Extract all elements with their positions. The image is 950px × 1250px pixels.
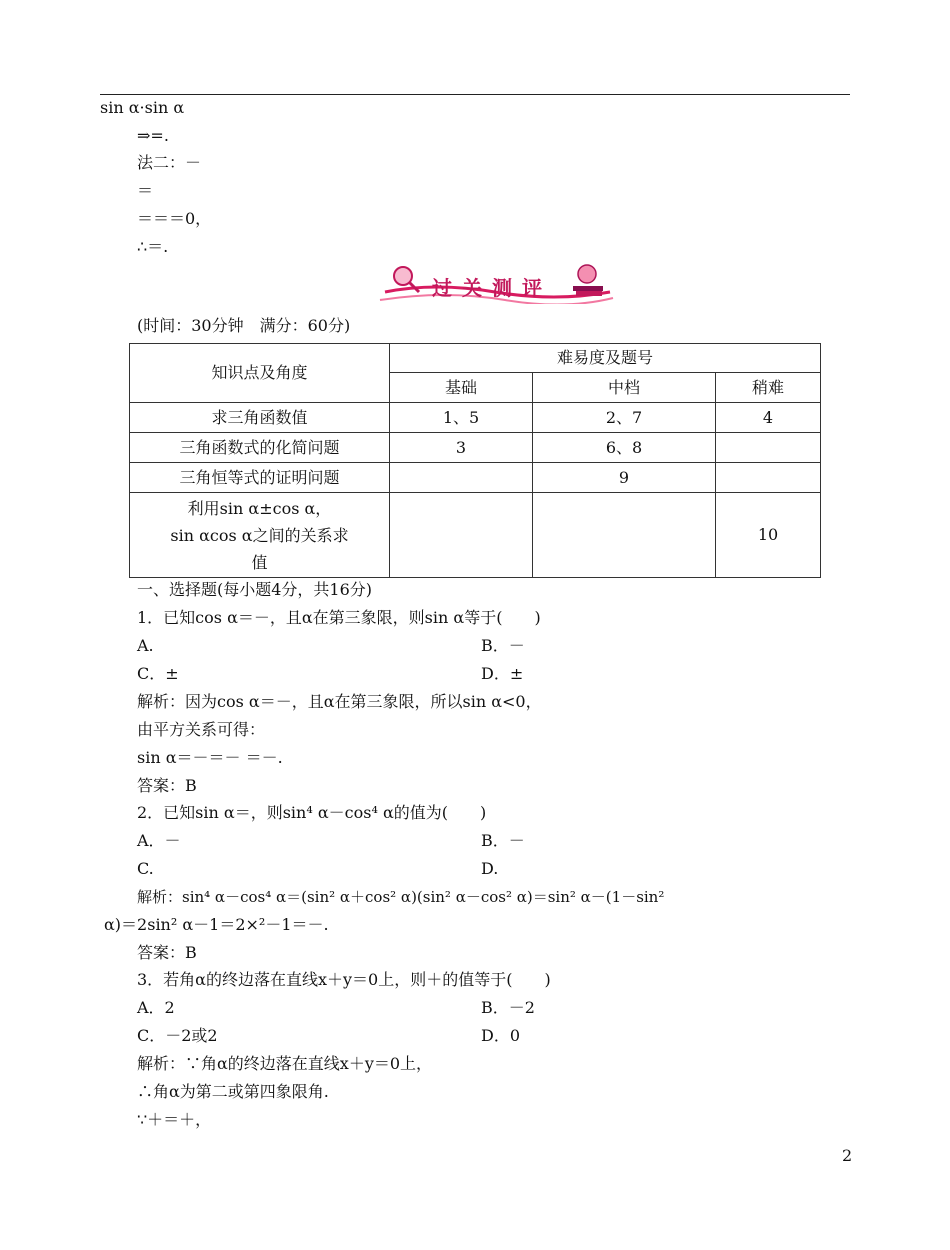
answer: 答案：B (137, 776, 197, 795)
row-topic-line: sin αcos α之间的关系求 (170, 525, 349, 545)
cell: 3 (390, 433, 533, 463)
table-header-topic: 知识点及角度 (130, 344, 390, 403)
option-a: A．2 (137, 998, 175, 1017)
table-header-difficulty: 难易度及题号 (390, 344, 821, 373)
cell (716, 433, 821, 463)
option-c: C．－2或2 (137, 1026, 218, 1045)
option-d: D．0 (481, 1026, 521, 1045)
analysis-line: 解析：sin⁴ α－cos⁴ α＝(sin² α＋cos² α)(sin² α－cos² α)＝sin² α－(1－sin² (137, 888, 665, 906)
row-topic-line: 利用sin α±cos α， (187, 498, 332, 518)
table-row (130, 463, 821, 493)
knowledge-table (129, 343, 821, 578)
analysis-line: 解析：因为cos α＝－，且α在第三象限，所以sin α<0， (137, 692, 542, 711)
text-line: ⇒=. (137, 126, 169, 145)
cell (533, 493, 716, 578)
row-topic-line: 值 (251, 552, 268, 572)
text-line: ∴＝. (137, 237, 169, 256)
row-topic: 三角函数式的化简问题 (130, 433, 390, 463)
cell: 4 (716, 403, 821, 433)
level-basic: 基础 (390, 373, 533, 403)
analysis-line: 解析：∵角α的终边落在直线x＋y＝0上， (137, 1054, 433, 1073)
question-stem: 2．已知sin α＝，则sin⁴ α－cos⁴ α的值为( ) (137, 803, 487, 822)
globe-books-icon (573, 265, 603, 296)
row-topic: 求三角函数值 (130, 403, 390, 433)
option-c: C．± (137, 664, 179, 683)
cell (390, 493, 533, 578)
analysis-line: 由平方关系可得： (137, 720, 266, 739)
question-stem: 1．已知cos α＝－，且α在第三象限，则sin α等于( ) (137, 608, 541, 627)
text-line: ＝ (137, 181, 154, 200)
page-number: 2 (842, 1146, 853, 1165)
banner-title: 过关测评 (432, 276, 552, 300)
text-line: 法二：－ (137, 153, 202, 172)
row-topic (130, 493, 390, 578)
table-row (130, 493, 821, 578)
option-b: B．－2 (481, 998, 535, 1017)
time-info: (时间：30分钟 满分：60分) (137, 316, 351, 335)
section-title: 一、选择题(每小题4分，共16分) (137, 580, 373, 599)
option-d: D. (481, 859, 499, 878)
option-b: B．－ (481, 636, 525, 655)
analysis-line: ∴角α为第二或第四象限角. (137, 1082, 329, 1101)
cell: 9 (533, 463, 716, 493)
header-rule (100, 94, 850, 95)
cell: 10 (716, 493, 821, 578)
option-b: B．－ (481, 831, 525, 850)
option-d: D．± (481, 664, 524, 683)
cell: 6、8 (533, 433, 716, 463)
level-medium: 中档 (533, 373, 716, 403)
level-hard: 稍难 (716, 373, 821, 403)
row-topic: 三角恒等式的证明问题 (130, 463, 390, 493)
table-row (130, 403, 821, 433)
cell: 2、7 (533, 403, 716, 433)
cell (716, 463, 821, 493)
text-line: sin α·sin α (100, 98, 185, 117)
answer: 答案：B (137, 943, 197, 962)
table-row (130, 433, 821, 463)
cell: 1、5 (390, 403, 533, 433)
option-c: C. (137, 859, 154, 878)
text-line: ＝＝＝0， (137, 209, 212, 228)
analysis-line: sin α＝－＝－ ＝－. (137, 748, 283, 767)
cell (390, 463, 533, 493)
option-a: A．－ (137, 831, 181, 850)
analysis-line: α)＝2sin² α－1＝2×²－1＝－. (104, 915, 329, 934)
option-a: A. (137, 636, 154, 655)
question-stem: 3．若角α的终边落在直线x＋y＝0上，则＋的值等于( ) (137, 970, 551, 989)
analysis-line: ∵＋＝＋， (137, 1110, 212, 1129)
